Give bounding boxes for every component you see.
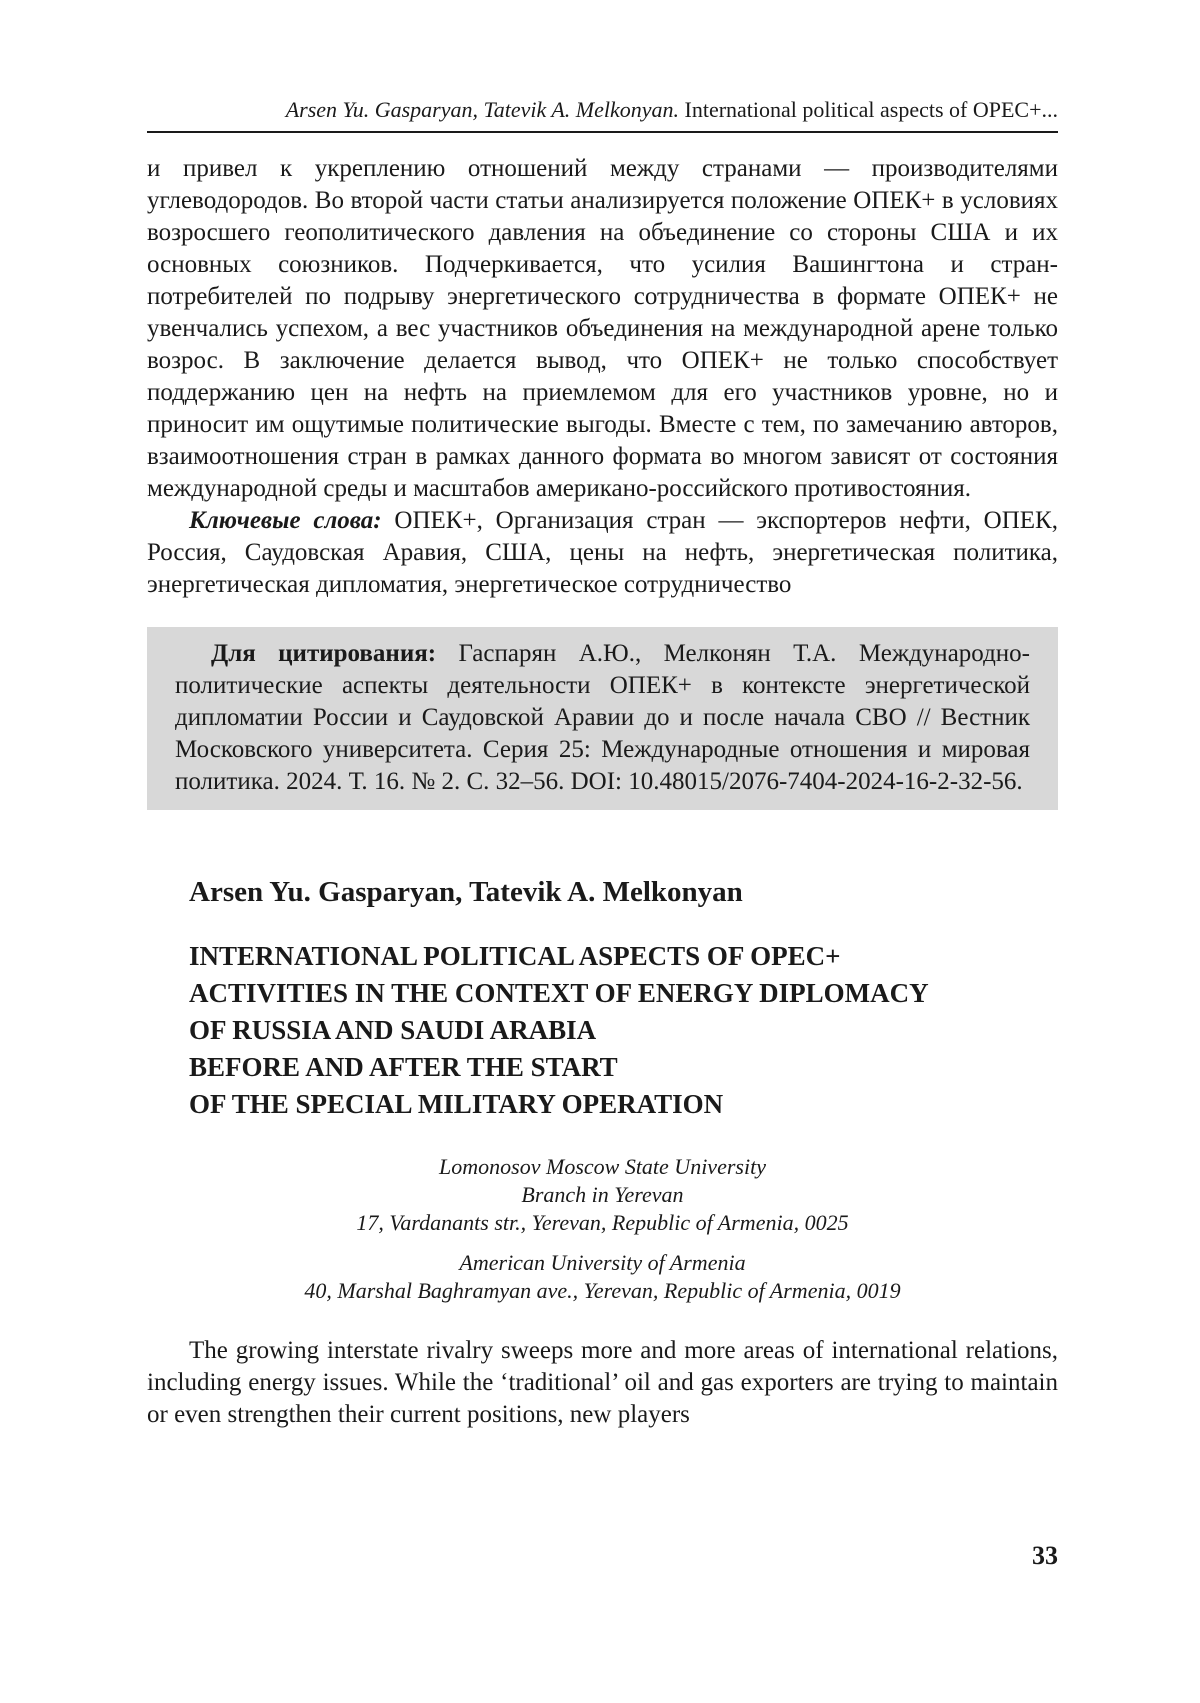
affiliation-line: Lomonosov Moscow State University bbox=[439, 1154, 766, 1179]
keywords-label: Ключевые слова: bbox=[189, 507, 382, 534]
keywords-text: ОПЕК+, Организация стран — экспортеров нефти, ОПЕК, Россия, Саудовская Аравия, США, цены на нефть, энергетическая политика, энергетическая дипломатия, энергетическое сотрудничество bbox=[147, 507, 1058, 598]
affiliation-line: American University of Armenia bbox=[459, 1250, 746, 1275]
affiliation-line: Branch in Yerevan bbox=[521, 1182, 684, 1207]
journal-page bbox=[147, 95, 1058, 1456]
affiliation-aua bbox=[147, 1249, 1058, 1305]
intro-paragraph: The growing interstate rivalry sweeps more and more areas of international relations, including energy issues. While the ‘traditional’ oil and gas exporters are trying to maintain or even strengthen their current positions, new players bbox=[147, 1337, 1058, 1428]
affiliation-line: 40, Marshal Baghramyan ave., Yerevan, Republic of Armenia, 0019 bbox=[304, 1278, 901, 1303]
running-header-title: International political aspects of OPEC+... bbox=[679, 97, 1058, 122]
article-title-line: ACTIVITIES IN THE CONTEXT OF ENERGY DIPLOMACY bbox=[189, 978, 929, 1008]
citation-text: Гаспарян А.Ю., Мелконян Т.А. Международно-политические аспекты деятельности ОПЕК+ в контексте энергетической дипломатии России и Саудовской Аравии до и после начала СВО // Вестник Московского университета. Серия 25: Международные отношения и мировая политика. 2024. Т. 16. № 2. С. 32–56. DOI: 10.48015/2076-7404-2024-16-2-32-56. bbox=[175, 640, 1030, 795]
article-title-line: OF THE SPECIAL MILITARY OPERATION bbox=[189, 1089, 724, 1119]
running-header bbox=[147, 95, 1058, 133]
article-title-line: OF RUSSIA AND SAUDI ARABIA bbox=[189, 1015, 597, 1045]
english-title-block bbox=[147, 874, 1058, 1123]
abstract-text: и привел к укреплению отношений между странами — производителями углеводородов. Во второй части статьи анализируется положение ОПЕК+ в условиях возросшего геополитического давления на объединение со стороны США и их основных союзников. Подчеркивается, что усилия Вашингтона и стран-потребителей по подрыву энергетического сотрудничества в формате ОПЕК+ не увенчались успехом, а вес участников объединения на международной арене только возрос. В заключение делается вывод, что ОПЕК+ не только способствует поддержанию цен на нефть на приемлемом для его участников уровне, но и приносит им ощутимые политические выгоды. Вместе с тем, по замечанию авторов, взаимоотношения стран в рамках данного формата во многом зависят от состояния международной среды и масштабов американо-российского противостояния. bbox=[147, 155, 1058, 502]
abstract bbox=[147, 153, 1058, 601]
article-title bbox=[189, 938, 1058, 1123]
running-header-authors: Arsen Yu. Gasparyan, Tatevik A. Melkonyan. bbox=[285, 97, 680, 122]
affiliation-line: 17, Vardanants str., Yerevan, Republic of Armenia, 0025 bbox=[356, 1210, 849, 1235]
affiliation-msu bbox=[147, 1153, 1058, 1237]
page-number: 33 bbox=[1032, 1541, 1058, 1570]
citation-box bbox=[147, 627, 1058, 810]
article-authors: Arsen Yu. Gasparyan, Tatevik A. Melkonyan bbox=[189, 876, 743, 908]
affiliations bbox=[147, 1153, 1058, 1305]
citation-label: Для цитирования: bbox=[211, 640, 437, 667]
article-title-line: INTERNATIONAL POLITICAL ASPECTS OF OPEC+ bbox=[189, 941, 841, 971]
article-title-line: BEFORE AND AFTER THE START bbox=[189, 1052, 618, 1082]
keywords bbox=[147, 505, 1058, 601]
